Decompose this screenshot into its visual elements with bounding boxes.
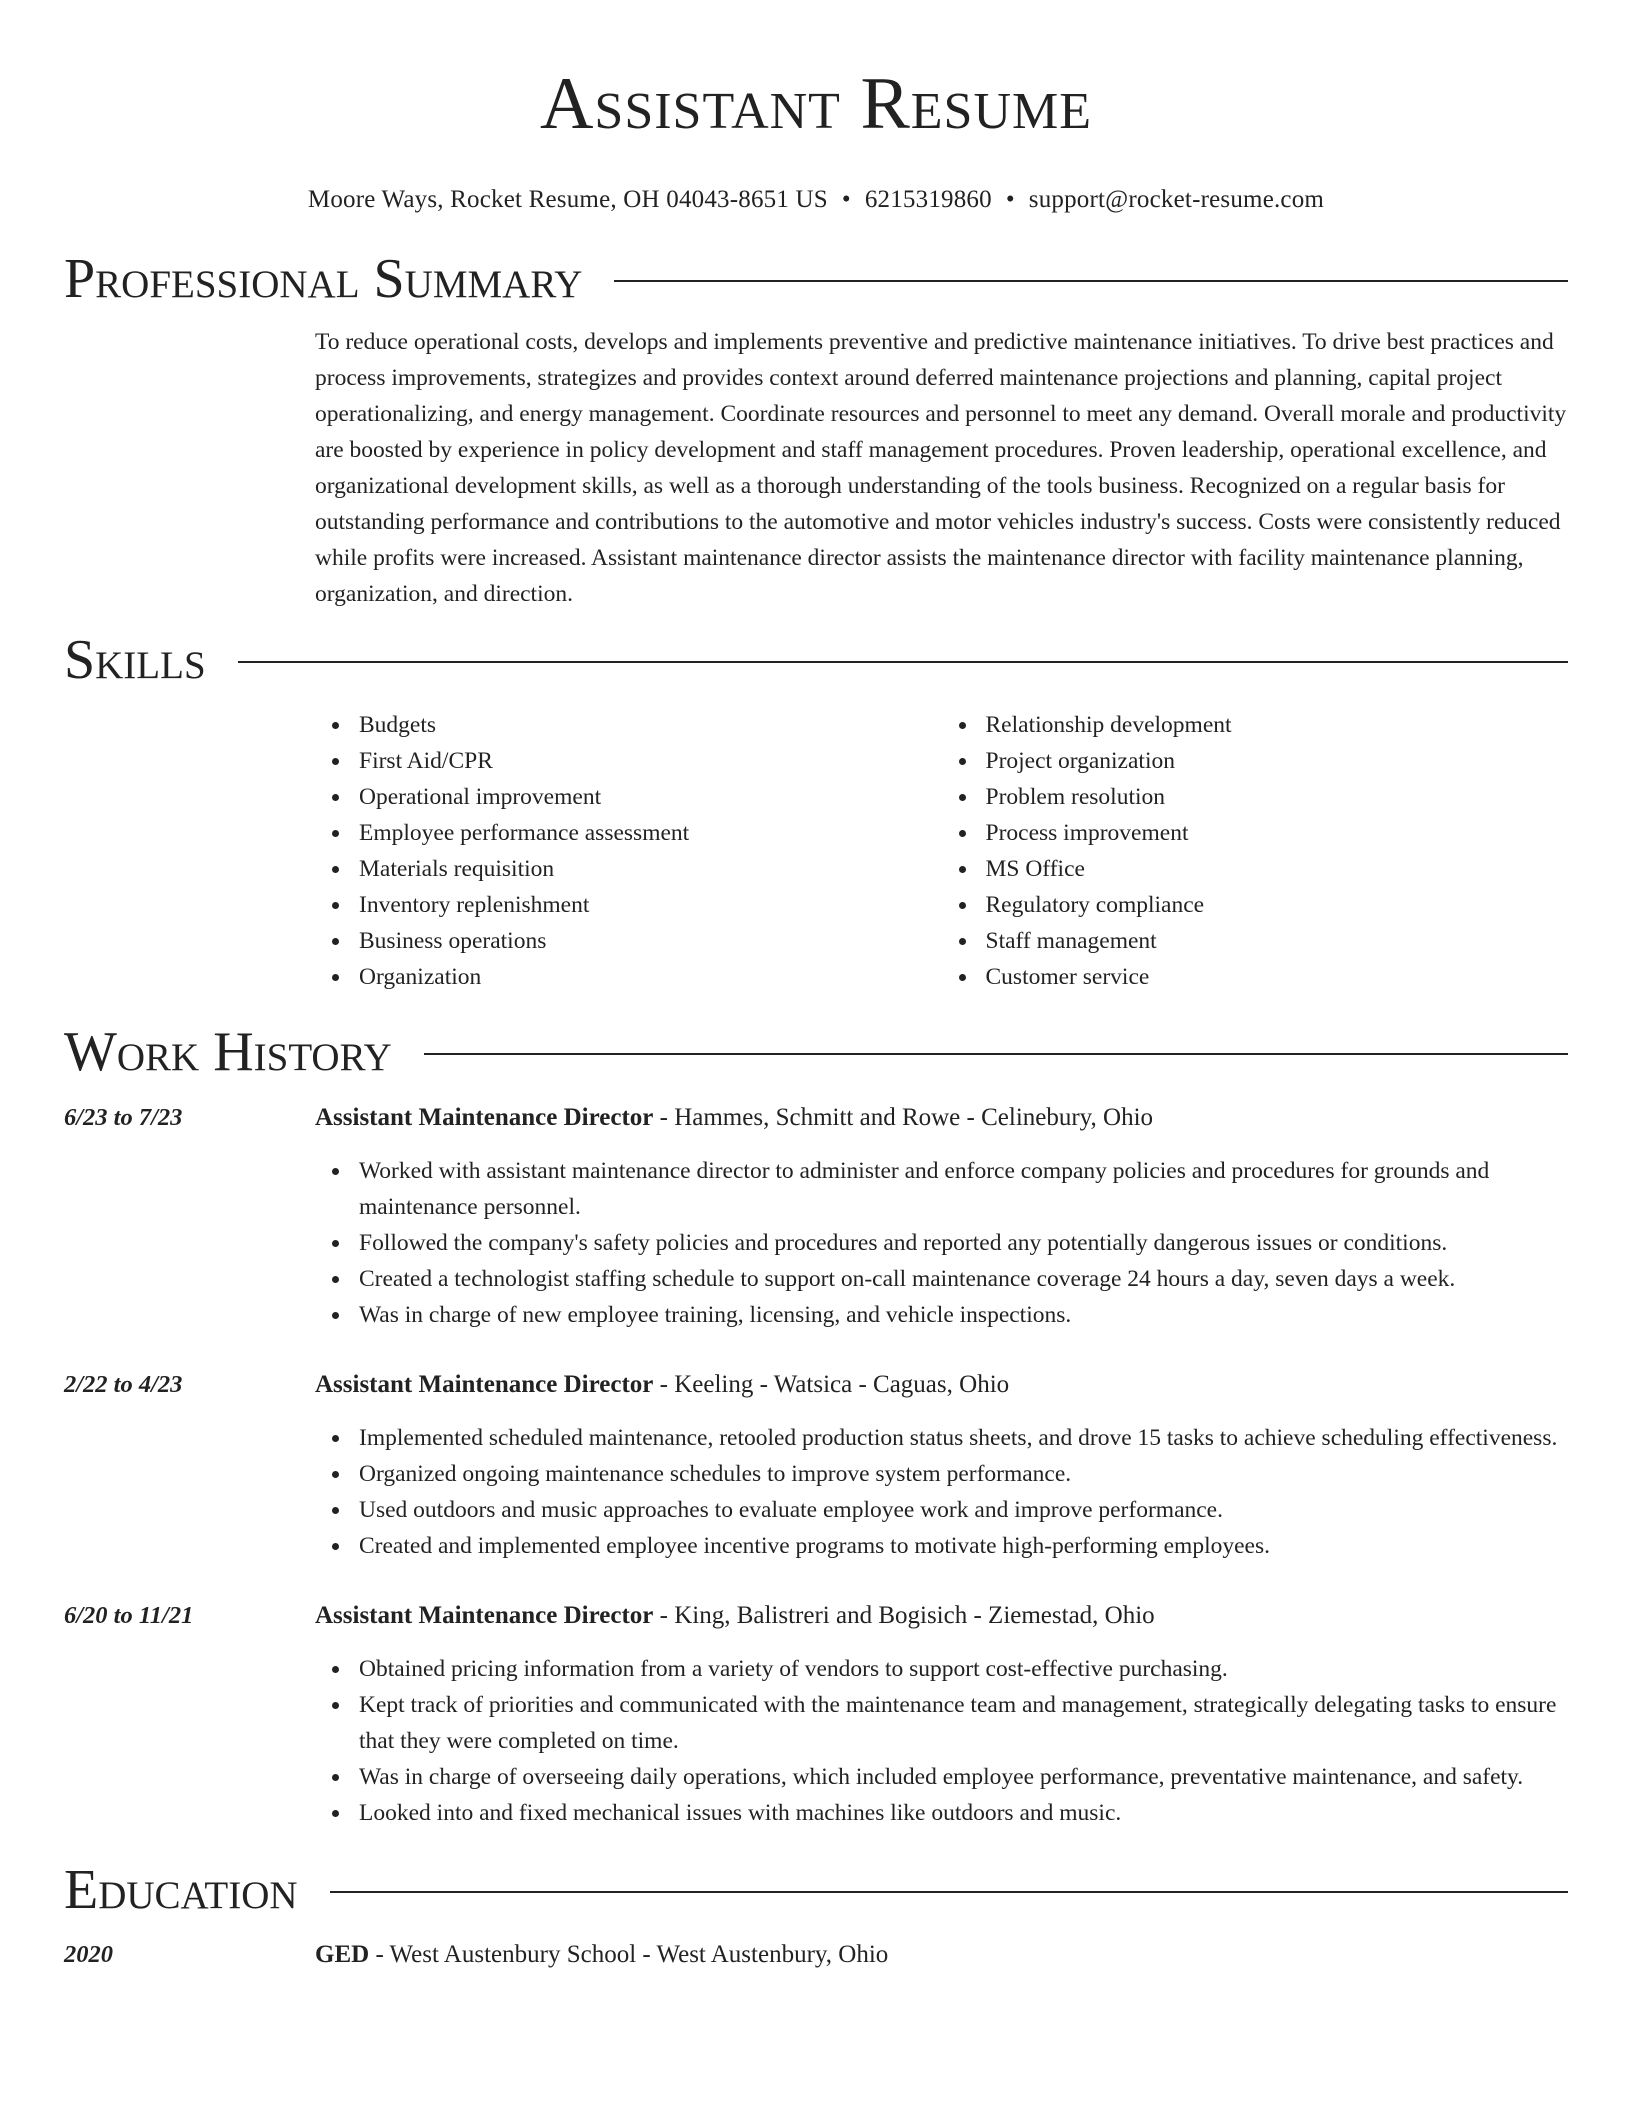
job-title-line (315, 1598, 1155, 1634)
work-section-header (64, 1020, 1568, 1084)
duty-item: Organized ongoing maintenance schedules to improve system performance. (359, 1456, 1568, 1492)
skill-item: Customer service (986, 959, 1569, 995)
section-divider (238, 661, 1568, 663)
skill-item: Staff management (986, 923, 1569, 959)
skills-column-left (315, 707, 942, 995)
skill-item: Organization (359, 959, 942, 995)
skill-item: Relationship development (986, 707, 1569, 743)
duty-item: Was in charge of new employee training, licensing, and vehicle inspections. (359, 1297, 1568, 1333)
duty-item: Created and implemented employee incentive programs to motivate high-performing employees. (359, 1528, 1568, 1564)
contact-separator: • (841, 186, 851, 213)
job-entry (64, 1367, 1568, 1564)
education-header (64, 1937, 1568, 1973)
skill-item: Regulatory compliance (986, 887, 1569, 923)
job-title: Assistant Maintenance Director (315, 1371, 654, 1398)
job-title: Assistant Maintenance Director (315, 1104, 654, 1131)
skill-item: Business operations (359, 923, 942, 959)
skill-item: MS Office (986, 851, 1569, 887)
job-header (64, 1367, 1568, 1403)
duty-item: Was in charge of overseeing daily operations, which included employee performance, preventative maintenance, and safety. (359, 1759, 1568, 1795)
education-date: 2020 (64, 1941, 113, 1968)
job-duties (315, 1420, 1568, 1564)
work-heading: Work History (64, 1021, 392, 1083)
education-line (315, 1937, 888, 1973)
education-school: - West Austenbury School - West Austenbury, Ohio (369, 1941, 889, 1968)
skill-item: Project organization (986, 743, 1569, 779)
section-divider (330, 1891, 1568, 1893)
address: Moore Ways, Rocket Resume, OH 04043-8651 US (307, 186, 828, 213)
job-company: - Keeling - Watsica - Caguas, Ohio (653, 1371, 1010, 1398)
skills-heading: Skills (64, 629, 206, 691)
job-date: 6/23 to 7/23 (64, 1104, 183, 1131)
contact-separator: • (1005, 186, 1015, 213)
summary-body (315, 324, 1568, 612)
skill-item: Problem resolution (986, 779, 1569, 815)
skills-list (315, 707, 1568, 995)
education-entry (64, 1937, 1568, 1973)
summary-heading: Professional Summary (64, 248, 583, 310)
contact-line (64, 184, 1568, 216)
skill-item: Budgets (359, 707, 942, 743)
job-company: - Hammes, Schmitt and Rowe - Celinebury, Ohio (653, 1104, 1154, 1131)
skill-item: First Aid/CPR (359, 743, 942, 779)
skill-item: Process improvement (986, 815, 1569, 851)
summary-section-header (64, 247, 1568, 311)
duty-item: Kept track of priorities and communicated with the maintenance team and management, strategically delegating tasks to ensure that they were completed on time. (359, 1687, 1568, 1759)
skill-item: Employee performance assessment (359, 815, 942, 851)
skill-item: Inventory replenishment (359, 887, 942, 923)
education-heading: Education (64, 1859, 298, 1921)
skill-item: Operational improvement (359, 779, 942, 815)
duty-item: Looked into and fixed mechanical issues with machines like outdoors and music. (359, 1795, 1568, 1831)
job-entry (64, 1100, 1568, 1333)
duty-item: Obtained pricing information from a variety of vendors to support cost-effective purchasing. (359, 1651, 1568, 1687)
job-duties (315, 1153, 1568, 1333)
job-company: - King, Balistreri and Bogisich - Ziemestad, Ohio (653, 1602, 1155, 1629)
job-header (64, 1100, 1568, 1136)
skills-column-right (942, 707, 1569, 995)
section-divider (614, 280, 1568, 282)
email: support@rocket-resume.com (1028, 186, 1325, 213)
education-degree: GED (315, 1941, 370, 1968)
duty-item: Followed the company's safety policies and procedures and reported any potentially dangerous issues or conditions. (359, 1225, 1568, 1261)
duty-item: Created a technologist staffing schedule to support on-call maintenance coverage 24 hours a day, seven days a week. (359, 1261, 1568, 1297)
job-entry (64, 1598, 1568, 1831)
summary-text: To reduce operational costs, develops and implements preventive and predictive maintenance initiatives. To drive best practices and process improvements, strategizes and provides context around deferred maintenance projections and planning, capital project operationalizing, and energy management. Coordinate resources and personnel to meet any demand. Overall morale and productivity are boosted by experience in policy development and staff management procedures. Proven leadership, operational excellence, and organizational development skills, as well as a thorough understanding of the tools business. Recognized on a regular basis for outstanding performance and contributions to the automotive and motor vehicles industry's success. Costs were consistently reduced while profits were increased. Assistant maintenance director assists the maintenance director with facility maintenance planning, organization, and direction. (315, 329, 1567, 607)
duty-item: Worked with assistant maintenance director to administer and enforce company policies and procedures for grounds and maintenance personnel. (359, 1153, 1568, 1225)
job-title-line (315, 1367, 1009, 1403)
skill-item: Materials requisition (359, 851, 942, 887)
resume-name: Assistant Resume (539, 63, 1093, 145)
duty-item: Used outdoors and music approaches to evaluate employee work and improve performance. (359, 1492, 1568, 1528)
education-section-header (64, 1858, 1568, 1922)
job-date: 6/20 to 11/21 (64, 1602, 194, 1629)
skills-section-header (64, 628, 1568, 692)
section-divider (424, 1053, 1568, 1055)
duty-item: Implemented scheduled maintenance, retooled production status sheets, and drove 15 tasks to achieve scheduling effectiveness. (359, 1420, 1568, 1456)
job-title: Assistant Maintenance Director (315, 1602, 654, 1629)
job-duties (315, 1651, 1568, 1831)
job-date: 2/22 to 4/23 (64, 1371, 183, 1398)
phone: 6215319860 (864, 186, 992, 213)
job-title-line (315, 1100, 1153, 1136)
job-header (64, 1598, 1568, 1634)
